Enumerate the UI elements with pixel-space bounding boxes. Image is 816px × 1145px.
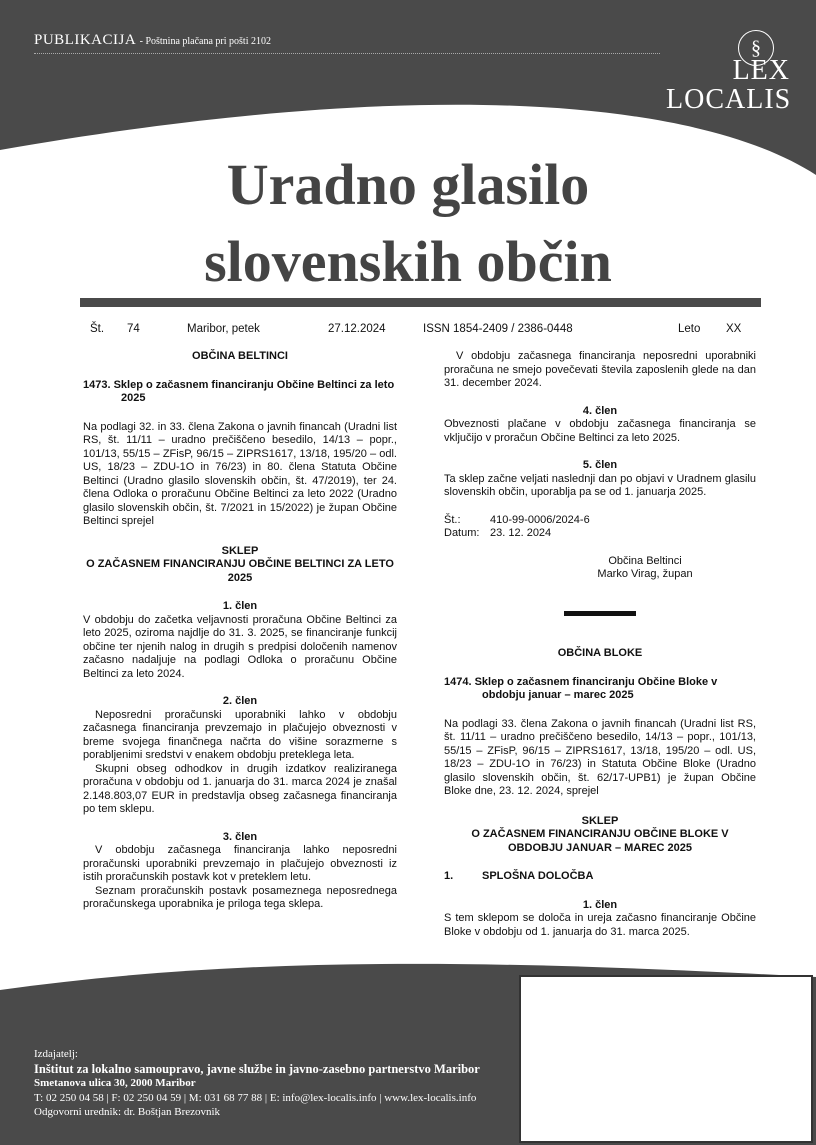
- publisher-label: Izdajatelj:: [34, 1048, 78, 1060]
- decision-heading: SKLEP: [221, 544, 259, 557]
- title-line-1: Uradno glasilo: [226, 152, 590, 217]
- postal-note: - Poštnina plačana pri pošti 2102: [139, 36, 271, 47]
- article-3-heading: 3. člen: [222, 830, 258, 843]
- article-1-heading: 1. člen: [222, 600, 258, 612]
- act-title: 1473. Sklep o začasnem financiranju Občine Beltinci za leto 2025: [83, 378, 395, 404]
- logo-line-2: LOCALIS: [666, 84, 792, 115]
- signature-name: Marko Virag, župan: [597, 568, 693, 580]
- publication-title: PUBLIKACIJA: [34, 32, 136, 48]
- issue-number-label: Št.: [90, 323, 105, 335]
- title-line-2: slovenskih občin: [204, 229, 612, 294]
- section-heading: 1. SPLOŠNA DOLOČBA: [444, 870, 594, 882]
- issue-number: 74: [127, 323, 140, 335]
- intro-paragraph: Na podlagi 33. člena Zakona o javnih financah (Uradni list RS, št. 11/11 – uradno prečiščeno besedilo, 14/13 – popr., 101/13, 55/15 – ZFisP, 96/15 – ZIPRS1617, 13/18, 195/20 – odl. US, 18/23 – ZDU-1O in 76/23) in Statuta Občine Bloke (Uradno glasilo slovenskih občin, št. 62/17-UPB1) je župan Občine Bloke dne, 23. 12. 2024, sprejel: [444, 717, 756, 797]
- act-title: 1474. Sklep o začasnem financiranju Občine Bloke v obdobju januar – marec 2025: [444, 675, 718, 701]
- article-3-text: V obdobju začasnega financiranja lahko neposredni proračunski uporabniki prevzemajo in plačujejo obveznosti iz istih proračunskih postavk kot v preteklem letu.: [83, 844, 397, 883]
- publisher-name: Inštitut za lokalno samoupravo, javne službe in javno-zasebno partnerstvo Maribor: [34, 1061, 480, 1076]
- page-title: [0, 146, 816, 300]
- decision-heading: SKLEP: [581, 814, 619, 827]
- paragraph-symbol-icon: §: [738, 30, 774, 66]
- intro-paragraph: Na podlagi 32. in 33. člena Zakona o javnih financah (Uradni list RS, št. 11/11 – uradno prečiščeno besedilo, 14/13 – popr., 101/13, 55/15 – ZFisP, 96/15 – ZIPRS1617, 13/18, 195/20 – odl. US, 18/23 – ZDU-1O in 76/23) in 80. člena Statuta Občine Beltinci (Uradno glasilo slovenskih občin, št. 47/2019), ter 24. člena Odloka o proračunu Občine Beltinci za leto 2022 (Uradno glasilo slovenskih občin, št. 7/2021 in 15/2022) je župan Občine Beltinci sprejel: [83, 420, 397, 527]
- article-3-text: Seznam proračunskih postavk posameznega neposrednega proračunskega uporabnika je priloga tega sklepa.: [83, 884, 397, 910]
- article-4-heading: 4. člen: [582, 404, 618, 417]
- left-column: [83, 350, 397, 912]
- decision-subheading: O ZAČASNEM FINANCIRANJU OBČINE BLOKE V OBDOBJU JANUAR – MAREC 2025: [471, 828, 729, 854]
- address-box: [519, 975, 813, 1143]
- municipality-heading: OBČINA BLOKE: [557, 647, 643, 659]
- right-column: [444, 350, 756, 582]
- decision-subheading: O ZAČASNEM FINANCIRANJU OBČINE BELTINCI ZA LETO 2025: [86, 558, 394, 584]
- title-rule: [80, 298, 761, 307]
- publisher-footer: [34, 1047, 480, 1120]
- article-5-heading: 5. člen: [582, 459, 618, 471]
- issue-place-day: Maribor, petek: [187, 323, 260, 335]
- article-1-text: S tem sklepom se določa in ureja začasno financiranje Občine Bloke v obdobju od 1. januarja do 31. marca 2025.: [444, 912, 756, 938]
- decision-date: Datum: 23. 12. 2024: [444, 527, 552, 539]
- publisher-address: Smetanova ulica 30, 2000 Maribor: [34, 1077, 196, 1090]
- article-1-text: V obdobju do začetka veljavnosti proračuna Občine Beltinci za leto 2025, oziroma najdlje do 31. 3. 2025, se financiranje funkcij občine ter njenih nalog in drugih s predpisi določenih namenov začasno nadaljuje na podlagi Odloka o proračunu Občine Beltinci za leto 2024.: [83, 613, 397, 680]
- issue-date: 27.12.2024: [328, 323, 386, 335]
- article-5-text: Ta sklep začne veljati naslednji dan po objavi v Uradnem glasilu slovenskih občin, uporablja pa se od 1. januarja 2025.: [444, 472, 756, 498]
- logo-line-1: LEX: [732, 55, 790, 86]
- publisher-contacts: T: 02 250 04 58 | F: 02 250 04 59 | M: 031 68 77 88 | E: info@lex-localis.info | www.lex-localis.info: [34, 1091, 477, 1104]
- article-2-text: Neposredni proračunski uporabniki lahko v obdobju začasnega financiranja prevzemajo in plačujejo obveznosti v breme svojega finančnega načrta do višine sorazmerne s porabljenimi sredstvi v enakem obdobju preteklega leta.: [83, 708, 397, 761]
- lex-localis-logo: [666, 56, 790, 114]
- year-value: XX: [726, 323, 742, 335]
- publication-label: [34, 32, 271, 49]
- article-1-heading: 1. člen: [582, 898, 618, 911]
- article-3-continued: V obdobju začasnega financiranja neposredni uporabniki proračuna ne smejo povečevati števila zaposlenih glede na dan 31. december 2024.: [444, 350, 756, 389]
- editor-in-chief: Odgovorni urednik: dr. Boštjan Brezovnik: [34, 1106, 221, 1119]
- right-column-bloke: [444, 647, 756, 939]
- issn: ISSN 1854-2409 / 2386-0448: [423, 323, 573, 335]
- article-2-heading: 2. člen: [222, 695, 258, 707]
- signature-municipality: Občina Beltinci: [608, 554, 682, 567]
- section-separator: [564, 611, 636, 616]
- reference-number: Št.: 410-99-0006/2024-6: [444, 513, 590, 526]
- dotted-divider: [34, 53, 660, 54]
- year-label: Leto: [678, 323, 701, 335]
- article-4-text: Obveznosti plačane v obdobju začasnega financiranja se vključijo v proračun Občine Beltinci za leto 2025.: [444, 418, 756, 444]
- municipality-heading: OBČINA BELTINCI: [192, 350, 288, 362]
- article-2-text: Skupni obseg odhodkov in drugih izdatkov realiziranega proračuna v obdobju od 1. januarja do 31. marca 2024 je znašal 2.148.803,07 EUR in predstavlja obseg začasnega financiranja po tem sklepu.: [83, 762, 397, 815]
